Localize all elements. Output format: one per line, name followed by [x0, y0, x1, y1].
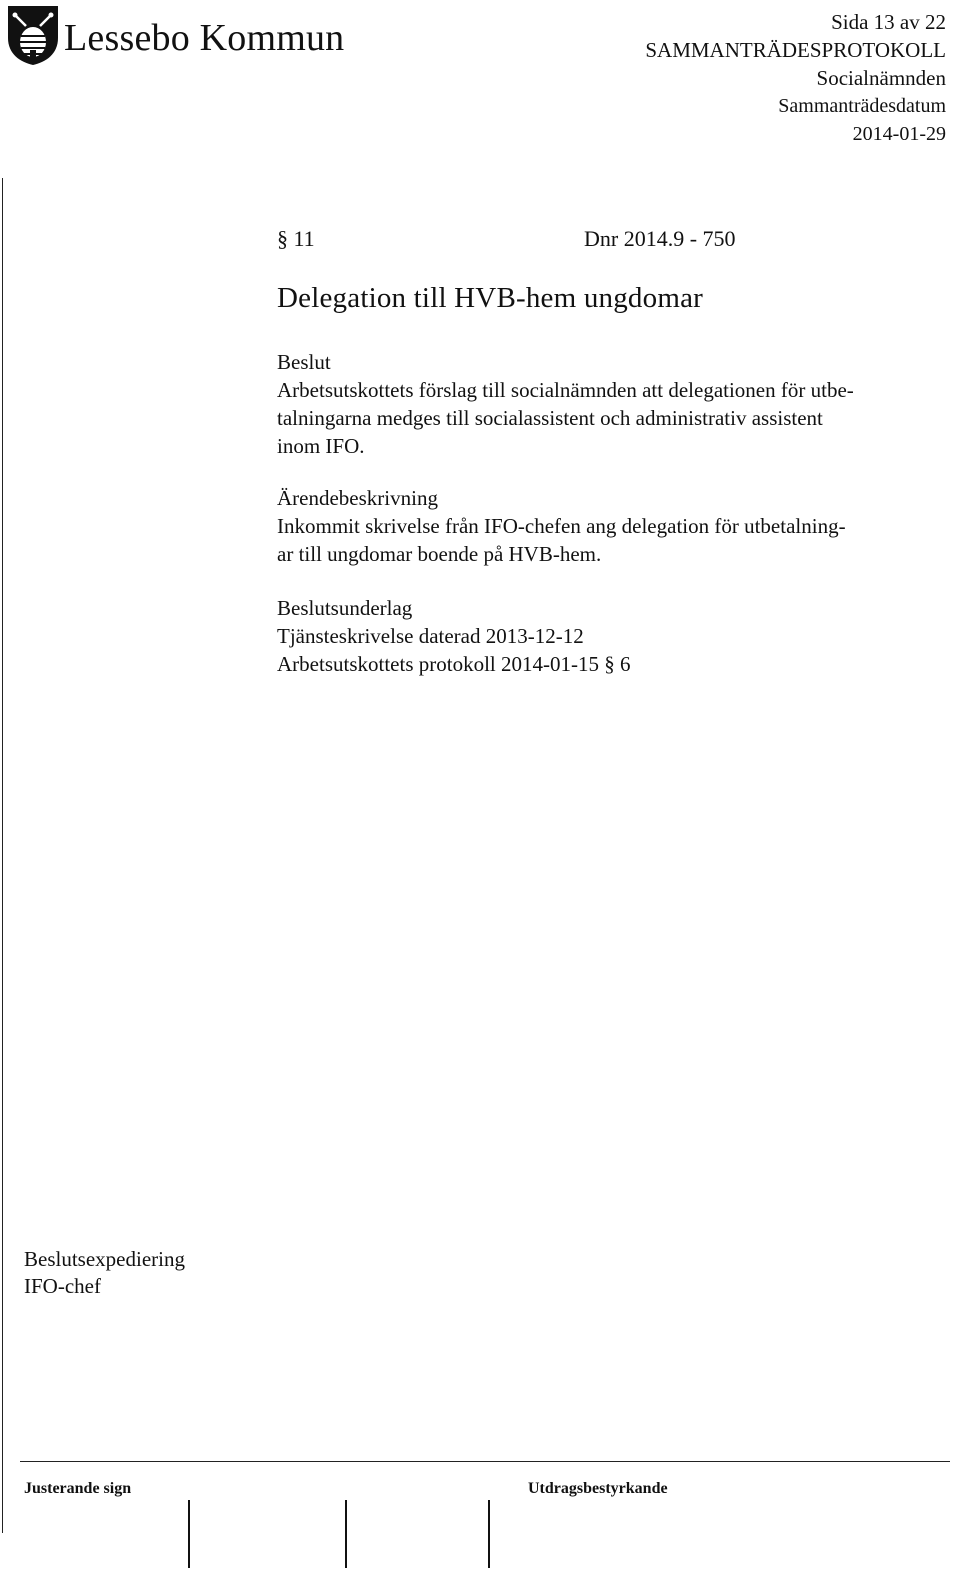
decision-basis-heading: Beslutsunderlag [277, 596, 413, 620]
decision-dispatch [24, 1246, 185, 1300]
decision-line: Arbetsutskottets förslag till socialnämnden att delegationen för utbe- [277, 378, 854, 402]
case-description-line: ar till ungdomar boende på HVB-hem. [277, 542, 602, 566]
dispatch-heading: Beslutsexpediering [24, 1247, 185, 1271]
signature-box-divider [488, 1500, 490, 1568]
case-description-block [277, 484, 949, 568]
footer-rule [20, 1461, 950, 1462]
signature-box-divider [188, 1500, 190, 1568]
meeting-date-label: Sammanträdesdatum [778, 95, 946, 117]
dispatch-recipient: IFO-chef [24, 1274, 101, 1298]
municipality-logo [6, 4, 366, 68]
decision-basis-block [277, 594, 949, 678]
decision-heading: Beslut [277, 350, 331, 374]
signature-box-divider [345, 1500, 347, 1568]
page-number: Sida 13 av 22 [831, 10, 946, 34]
decision-basis-line: Tjänsteskrivelse daterad 2013-12-12 [277, 624, 584, 648]
meeting-date: 2014-01-29 [852, 123, 946, 145]
paragraph-number: § 11 [277, 226, 315, 251]
case-description-line: Inkommit skrivelse från IFO-chefen ang delegation för utbetalning- [277, 514, 846, 538]
adjuster-signature-label: Justerande sign [24, 1480, 132, 1497]
document-type: SAMMANTRÄDESPROTOKOLL [645, 38, 946, 62]
beehive-crest-icon [6, 4, 60, 66]
decision-line: inom IFO. [277, 434, 365, 458]
decision-block [277, 348, 949, 460]
page-header-info [645, 8, 946, 148]
margin-rule [2, 178, 3, 1533]
extract-certification-label: Utdragsbestyrkande [528, 1480, 668, 1497]
decision-basis-line: Arbetsutskottets protokoll 2014-01-15 § 6 [277, 652, 631, 676]
decision-line: talningarna medges till socialassistent och administrativ assistent [277, 406, 823, 430]
org-name: Lessebo Kommun [64, 17, 345, 59]
board-name: Socialnämnden [816, 66, 946, 90]
case-number: Dnr 2014.9 - 750 [584, 226, 736, 251]
case-description-heading: Ärendebeskrivning [277, 486, 438, 510]
section-title: Delegation till HVB-hem ungdomar [277, 282, 704, 314]
